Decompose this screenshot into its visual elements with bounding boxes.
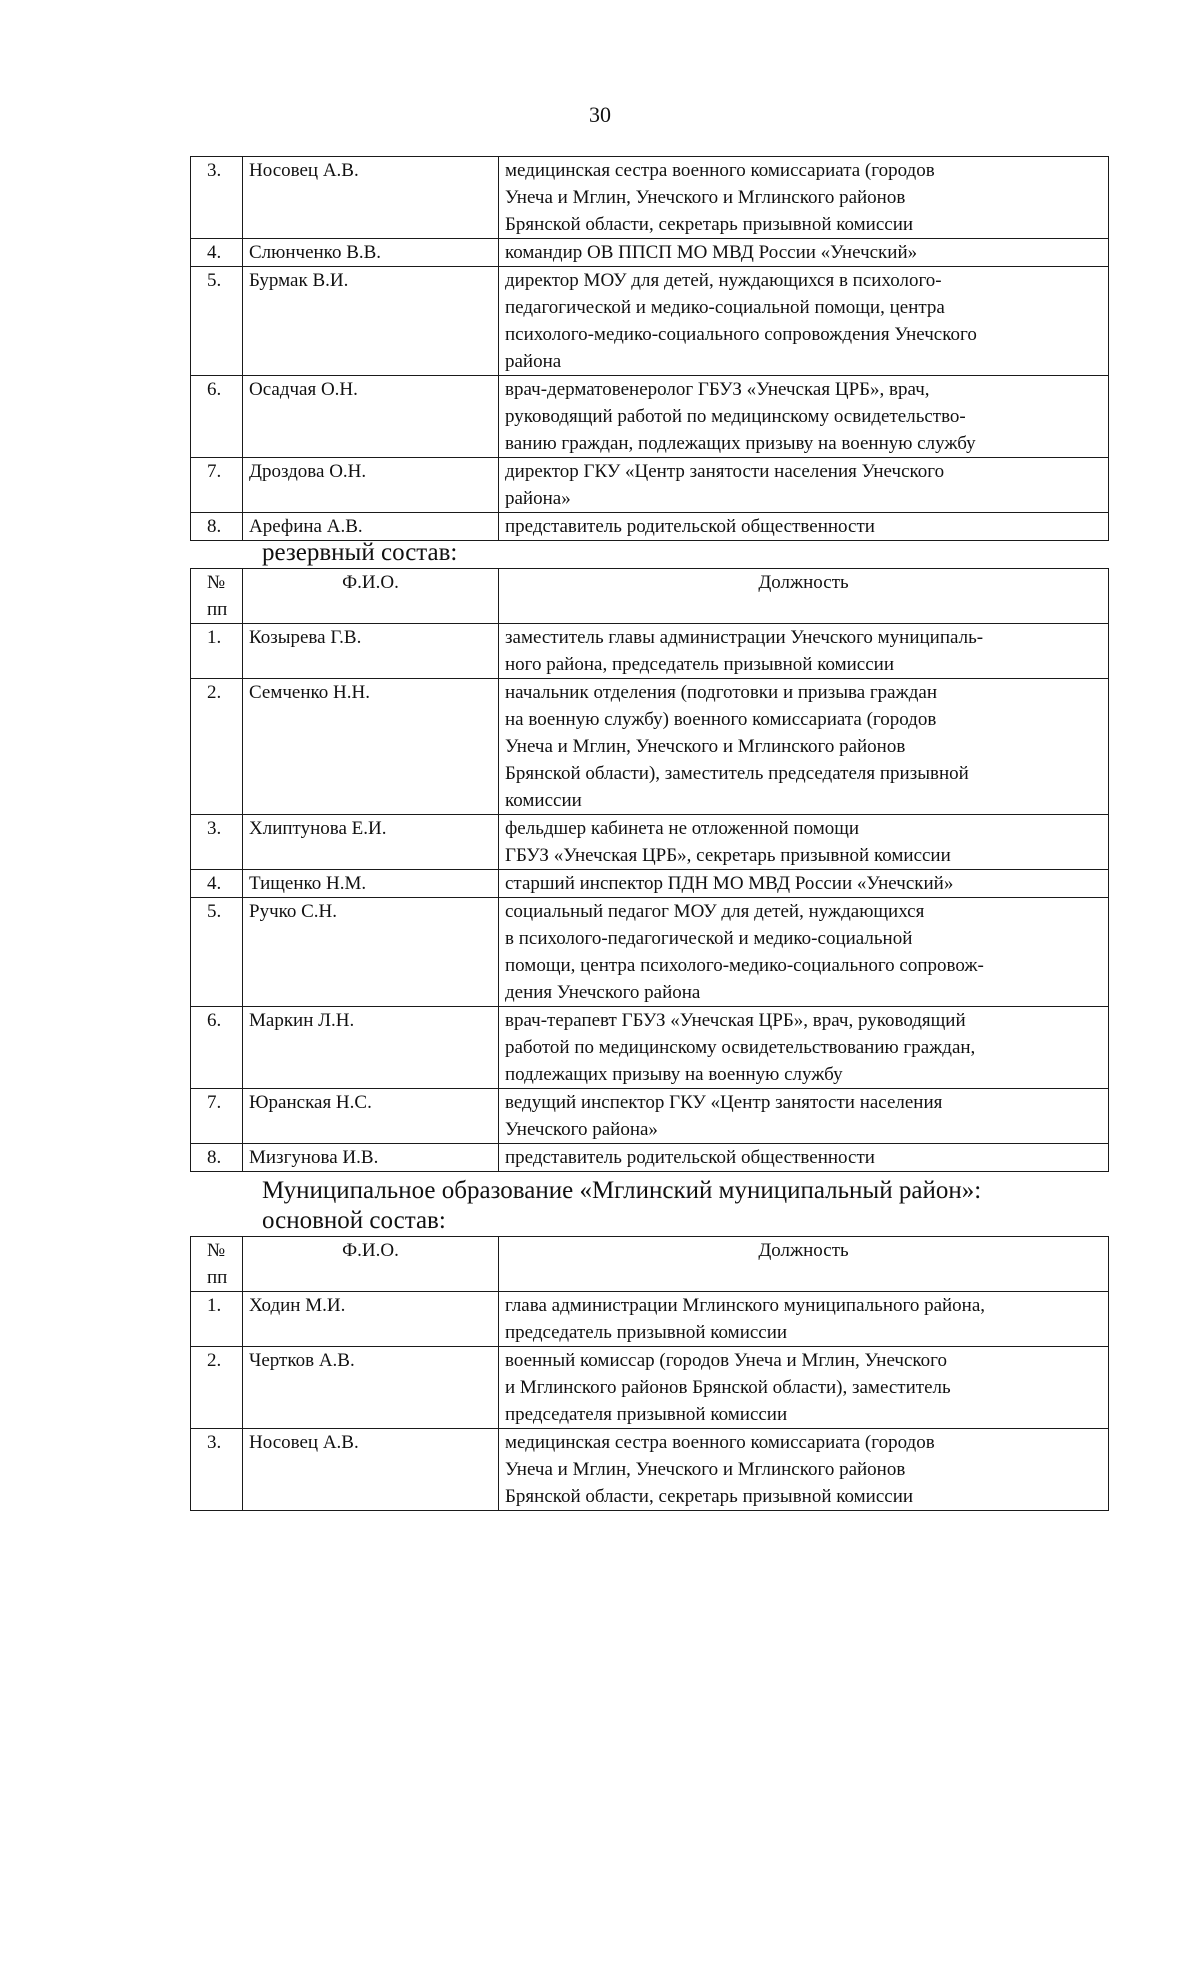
table-row xyxy=(191,513,1109,541)
row-number: 1. xyxy=(191,1292,243,1347)
reserve-section-title: резервный состав: xyxy=(262,539,458,566)
row-position: врач-терапевт ГБУЗ «Унечская ЦРБ», врач, руководящий работой по медицинскому освидетельствованию граждан, подлежащих призыву на военную службу xyxy=(499,1007,1109,1089)
header-position: Должность xyxy=(499,569,1109,624)
header-number: № пп xyxy=(191,569,243,624)
row-number: 3. xyxy=(191,157,243,239)
row-number: 2. xyxy=(191,679,243,815)
table-header-row xyxy=(191,1237,1109,1292)
row-position: директор МОУ для детей, нуждающихся в психолого- педагогической и медико-социальной помощи, центра психолого-медико-социального сопровождения Унечского района xyxy=(499,267,1109,376)
row-full-name: Слюнченко В.В. xyxy=(243,239,499,267)
row-number: 3. xyxy=(191,1429,243,1511)
row-position: представитель родительской общественности xyxy=(499,1144,1109,1172)
row-full-name: Дроздова О.Н. xyxy=(243,458,499,513)
row-number: 3. xyxy=(191,815,243,870)
header-full-name: Ф.И.О. xyxy=(243,569,499,624)
row-position: медицинская сестра военного комиссариата (городов Унеча и Мглин, Унечского и Мглинского районов Брянской области, секретарь призывной комиссии xyxy=(499,157,1109,239)
table-row xyxy=(191,267,1109,376)
row-number: 7. xyxy=(191,1089,243,1144)
reserve-members-table xyxy=(190,568,1109,1172)
row-full-name: Носовец А.В. xyxy=(243,1429,499,1511)
row-number: 8. xyxy=(191,513,243,541)
row-position: врач-дерматовенеролог ГБУЗ «Унечская ЦРБ», врач, руководящий работой по медицинскому освидетельство- ванию граждан, подлежащих призыву на военную службу xyxy=(499,376,1109,458)
table-row xyxy=(191,1292,1109,1347)
row-number: 5. xyxy=(191,898,243,1007)
header-position: Должность xyxy=(499,1237,1109,1292)
row-number: 2. xyxy=(191,1347,243,1429)
row-full-name: Юранская Н.С. xyxy=(243,1089,499,1144)
main-section-title: основной состав: xyxy=(262,1207,446,1234)
row-full-name: Ручко С.Н. xyxy=(243,898,499,1007)
row-full-name: Носовец А.В. xyxy=(243,157,499,239)
row-position: медицинская сестра военного комиссариата (городов Унеча и Мглин, Унечского и Мглинского районов Брянской области, секретарь призывной комиссии xyxy=(499,1429,1109,1511)
row-full-name: Семченко Н.Н. xyxy=(243,679,499,815)
row-number: 4. xyxy=(191,870,243,898)
row-full-name: Хлиптунова Е.И. xyxy=(243,815,499,870)
row-position: начальник отделения (подготовки и призыва граждан на военную службу) военного комиссариата (городов Унеча и Мглин, Унечского и Мглинского районов Брянской области), заместитель председателя призывной комиссии xyxy=(499,679,1109,815)
row-position: старший инспектор ПДН МО МВД России «Унечский» xyxy=(499,870,1109,898)
table-header-row xyxy=(191,569,1109,624)
table-row xyxy=(191,1089,1109,1144)
row-full-name: Тищенко Н.М. xyxy=(243,870,499,898)
row-number: 6. xyxy=(191,1007,243,1089)
row-position: командир ОВ ППСП МО МВД России «Унечский» xyxy=(499,239,1109,267)
table-row xyxy=(191,624,1109,679)
row-number: 5. xyxy=(191,267,243,376)
row-position: глава администрации Мглинского муниципального района, председатель призывной комиссии xyxy=(499,1292,1109,1347)
row-full-name: Чертков А.В. xyxy=(243,1347,499,1429)
table-row xyxy=(191,815,1109,870)
row-full-name: Бурмак В.И. xyxy=(243,267,499,376)
row-number: 7. xyxy=(191,458,243,513)
table-row xyxy=(191,898,1109,1007)
row-number: 1. xyxy=(191,624,243,679)
page-number: 30 xyxy=(589,102,611,127)
row-full-name: Ходин М.И. xyxy=(243,1292,499,1347)
row-position: военный комиссар (городов Унеча и Мглин, Унечского и Мглинского районов Брянской области), заместитель председателя призывной комиссии xyxy=(499,1347,1109,1429)
table-row xyxy=(191,239,1109,267)
row-position: представитель родительской общественности xyxy=(499,513,1109,541)
row-position: директор ГКУ «Центр занятости населения Унечского района» xyxy=(499,458,1109,513)
table-row xyxy=(191,458,1109,513)
row-number: 4. xyxy=(191,239,243,267)
row-full-name: Арефина А.В. xyxy=(243,513,499,541)
row-position: фельдшер кабинета не отложенной помощи ГБУЗ «Унечская ЦРБ», секретарь призывной комиссии xyxy=(499,815,1109,870)
table-row xyxy=(191,679,1109,815)
row-position: социальный педагог МОУ для детей, нуждающихся в психолого-педагогической и медико-социальной помощи, центра психолого-медико-социального сопровож- дения Унечского района xyxy=(499,898,1109,1007)
row-full-name: Мизгунова И.В. xyxy=(243,1144,499,1172)
header-number: № пп xyxy=(191,1237,243,1292)
row-full-name: Осадчая О.Н. xyxy=(243,376,499,458)
municipality-title: Муниципальное образование «Мглинский муниципальный район»: xyxy=(262,1177,982,1204)
row-number: 6. xyxy=(191,376,243,458)
row-full-name: Козырева Г.В. xyxy=(243,624,499,679)
table-row xyxy=(191,870,1109,898)
table-row xyxy=(191,1144,1109,1172)
members-table-continued xyxy=(190,156,1109,541)
table-row xyxy=(191,157,1109,239)
table-row xyxy=(191,1007,1109,1089)
row-full-name: Маркин Л.Н. xyxy=(243,1007,499,1089)
row-number: 8. xyxy=(191,1144,243,1172)
main-members-table xyxy=(190,1236,1109,1511)
table-row xyxy=(191,376,1109,458)
table-row xyxy=(191,1347,1109,1429)
row-position: ведущий инспектор ГКУ «Центр занятости населения Унечского района» xyxy=(499,1089,1109,1144)
header-full-name: Ф.И.О. xyxy=(243,1237,499,1292)
table-row xyxy=(191,1429,1109,1511)
row-position: заместитель главы администрации Унечского муниципаль- ного района, председатель призывной комиссии xyxy=(499,624,1109,679)
